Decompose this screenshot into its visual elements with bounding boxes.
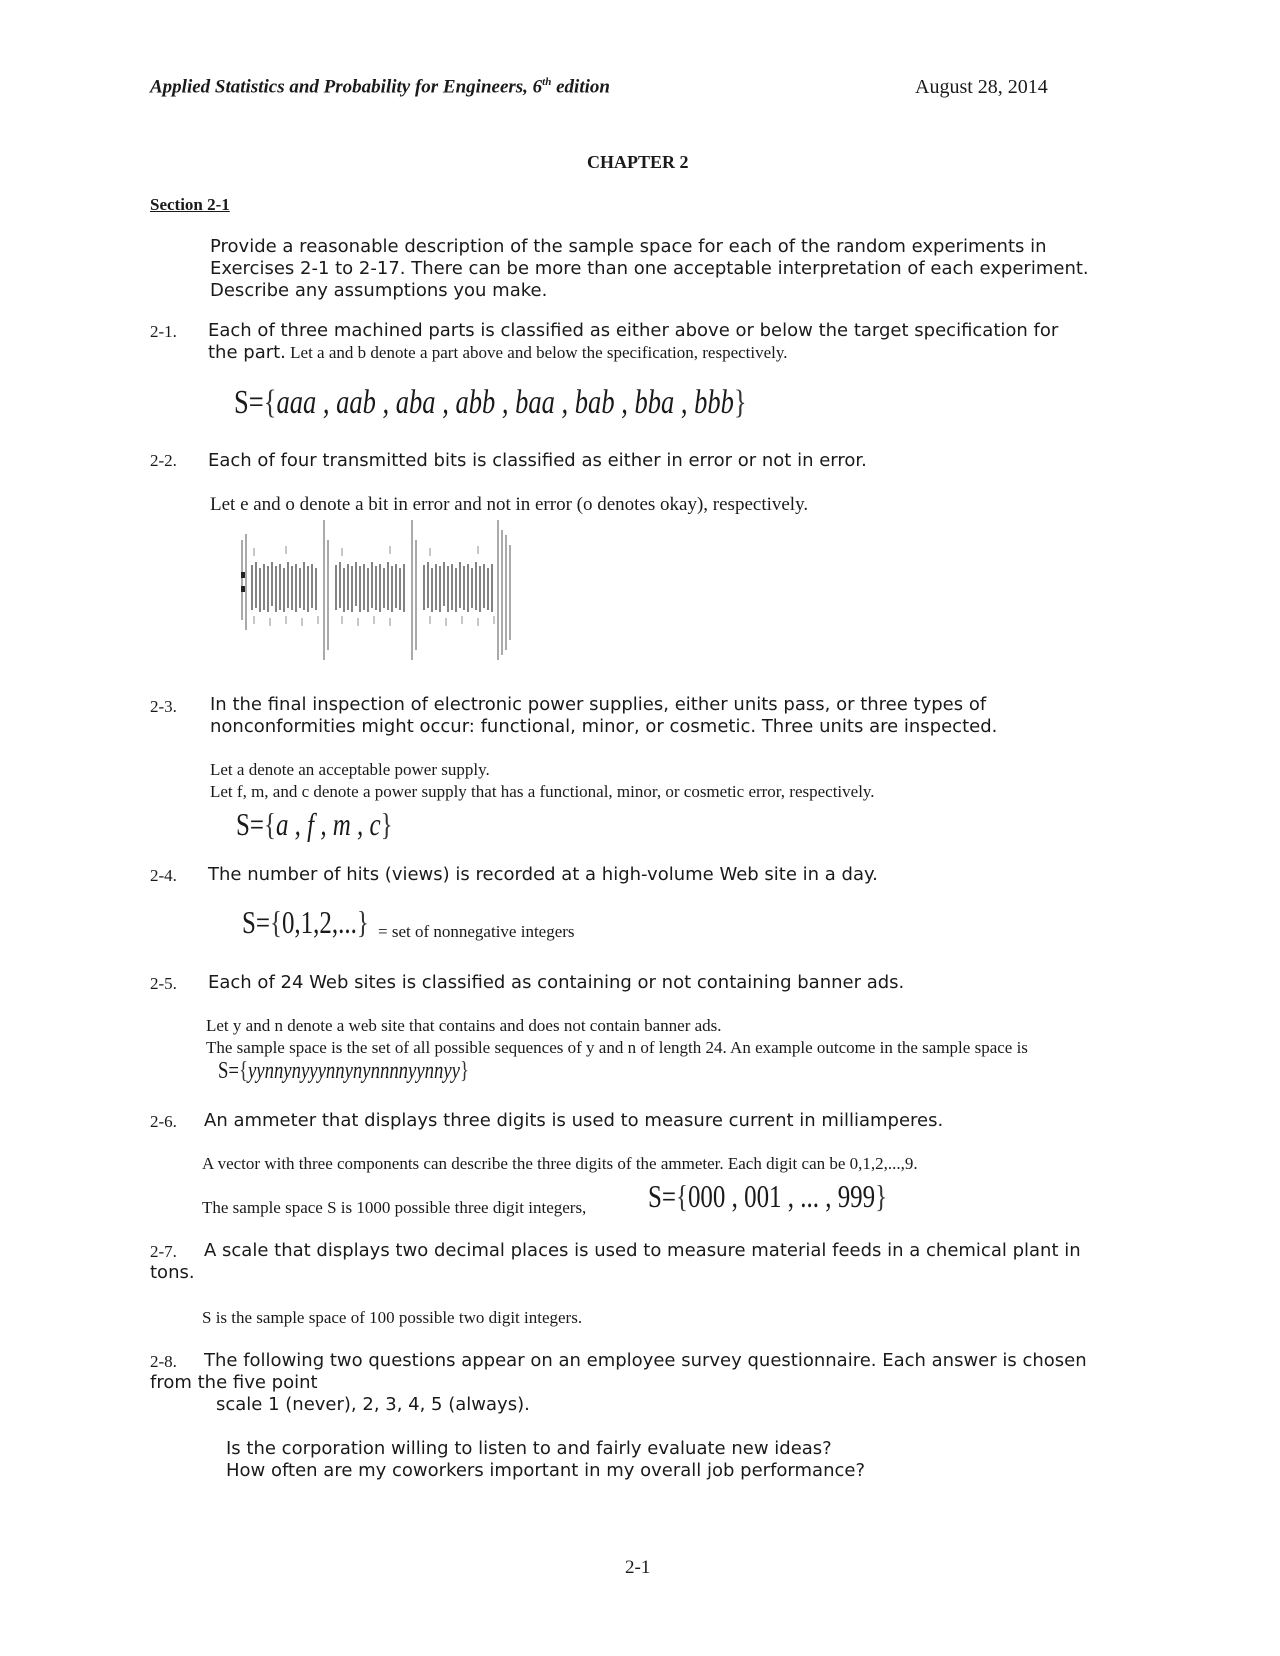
exercise-question: The number of hits (views) is recorded at a high-volume Web site in a day. [208, 864, 878, 885]
exercise-number: 2-4. [150, 866, 177, 885]
header-title-suffix: edition [551, 76, 610, 98]
exercise-question-line2: from the five point [150, 1372, 318, 1393]
sample-space-formula [236, 806, 393, 843]
survey-question: Is the corporation willing to listen to and fairly evaluate new ideas? [226, 1438, 832, 1459]
page-number: 2-1 [625, 1557, 651, 1578]
exercise-number: 2-8. [150, 1352, 177, 1371]
right-brace-icon: } [733, 384, 747, 421]
left-brace-icon: { [263, 806, 276, 842]
formula-body: aaa , aab , aba , abb , baa , bab , bba , bbb [276, 384, 734, 421]
left-brace-icon: { [675, 1178, 688, 1214]
survey-question: How often are my coworkers important in my overall job performance? [226, 1460, 865, 1481]
sample-space-formula [218, 1058, 469, 1085]
exercise-note: Let a denote an acceptable power supply. [210, 760, 490, 779]
exercise-number: 2-6. [150, 1112, 177, 1131]
exercise-number: 2-1. [150, 322, 177, 341]
exercise-question: In the final inspection of electronic power supplies, either units pass, or three types of [210, 694, 987, 715]
exercise-question-line3: scale 1 (never), 2, 3, 4, 5 (always). [216, 1394, 530, 1415]
formula-body: 0,1,2,... [281, 904, 357, 940]
section-intro: Provide a reasonable description of the sample space for each of the random experiments in Exercises 2-1 to 2-17. There can be more than one acceptable interpretation of each experiment. Describe any assumptions you make. [210, 236, 1089, 301]
sample-space-formula [648, 1178, 887, 1215]
exercise-question: Each of three machined parts is classified as either above or below the target specification for [208, 320, 1059, 341]
sample-space-formula [242, 904, 369, 941]
exercise-number: 2-7. [150, 1242, 177, 1261]
formula-body: yynnynyyynnynynnnnyynnyy [247, 1058, 460, 1084]
exercise-number: 2-3. [150, 697, 177, 716]
right-brace-icon: } [380, 806, 393, 842]
exercise-note: A vector with three components can describe the three digits of the ammeter. Each digit can be 0,1,2,...,9. [202, 1154, 918, 1173]
exercise-note: Let e and o denote a bit in error and not in error (o denotes okay), respectively. [210, 494, 809, 515]
exercise-question-line2: nonconformities might occur: functional, minor, or cosmetic. Three units are inspected. [210, 716, 998, 737]
formula-lhs: S= [234, 384, 264, 421]
exercise-question: Each of four transmitted bits is classified as either in error or not in error. [208, 450, 867, 471]
exercise-number: 2-2. [150, 451, 177, 470]
exercise-question: An ammeter that displays three digits is used to measure current in milliamperes. [204, 1110, 944, 1131]
exercise-note: The sample space S is 1000 possible three digit integers, [202, 1198, 587, 1217]
formula-lhs: S= [218, 1058, 239, 1084]
document-header-title [150, 76, 610, 98]
right-brace-icon: } [875, 1178, 888, 1214]
exercise-question-part: the part. [208, 342, 286, 363]
left-brace-icon: { [238, 1058, 248, 1084]
section-heading: Section 2-1 [150, 195, 230, 214]
exercise-note: S is the sample space of 100 possible two digit integers. [202, 1308, 583, 1327]
formula-lhs: S= [236, 806, 264, 842]
exercise-question: Each of 24 Web sites is classified as containing or not containing banner ads. [208, 972, 905, 993]
exercise-note: The sample space is the set of all possible sequences of y and n of length 24. An example outcome in the sample space is [206, 1038, 1028, 1057]
chapter-heading: CHAPTER 2 [587, 152, 689, 172]
header-title-text: Applied Statistics and Probability for Engineers, 6 [150, 76, 543, 98]
formula-lhs: S= [648, 1178, 676, 1214]
formula-body: a , f , m , c [275, 806, 381, 842]
garbled-formula-image [240, 520, 540, 660]
formula-body: 000 , 001 , ... , 999 [687, 1178, 876, 1214]
formula-note: = set of nonnegative integers [378, 922, 575, 941]
sample-space-formula [234, 384, 747, 422]
exercise-note: Let f, m, and c denote a power supply that has a functional, minor, or cosmetic error, respectively. [210, 782, 875, 801]
document-header-date: August 28, 2014 [915, 76, 1048, 98]
exercise-question: The following two questions appear on an employee survey questionnaire. Each answer is chosen [204, 1350, 1087, 1371]
header-title-superscript: th [542, 76, 552, 88]
exercise-number: 2-5. [150, 974, 177, 993]
exercise-question: A scale that displays two decimal places is used to measure material feeds in a chemical plant in [204, 1240, 1081, 1261]
left-brace-icon: { [269, 904, 282, 940]
right-brace-icon: } [356, 904, 369, 940]
formula-lhs: S= [242, 904, 270, 940]
right-brace-icon: } [459, 1058, 469, 1084]
exercise-question-line2 [208, 342, 788, 363]
left-brace-icon: { [263, 384, 277, 421]
exercise-note-inline: Let a and b denote a part above and below the specification, respectively. [285, 343, 788, 362]
exercise-question-line2: tons. [150, 1262, 195, 1283]
exercise-note: Let y and n denote a web site that contains and does not contain banner ads. [206, 1016, 722, 1035]
garbled-formula-svg [240, 520, 540, 660]
